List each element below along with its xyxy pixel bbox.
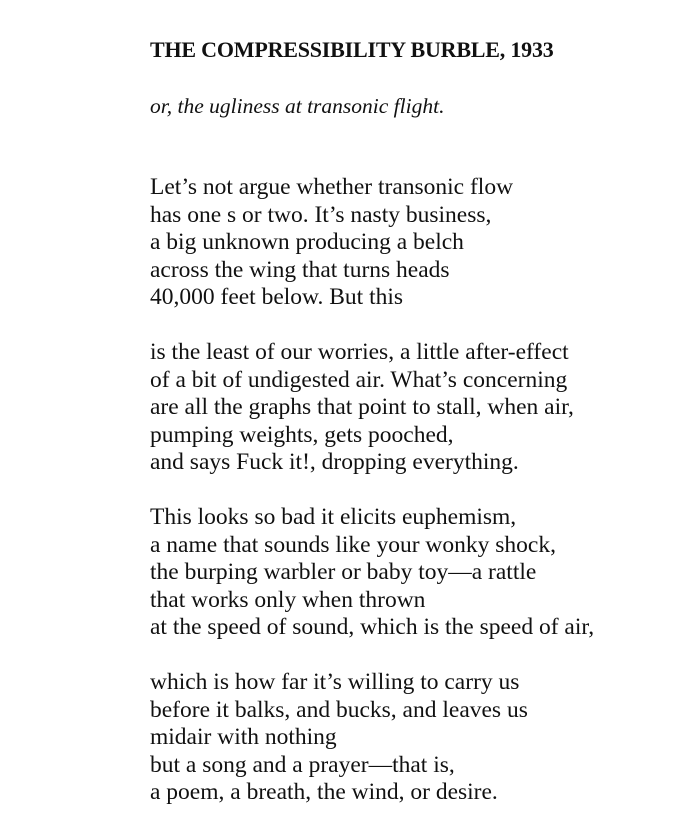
poem-line: before it balks, and bucks, and leaves us — [150, 696, 528, 723]
poem-line: are all the graphs that point to stall, when air, — [150, 394, 574, 420]
poem-line: and says Fuck it!, dropping everything. — [150, 449, 519, 475]
poem-line: a big unknown producing a belch — [150, 229, 464, 255]
poem-line: of a bit of undigested air. What’s concerning — [150, 366, 568, 393]
poem-line: pumping weights, gets pooched, — [150, 421, 454, 448]
poem-line: is the least of our worries, a little after-effect — [150, 339, 569, 365]
poem-body — [150, 174, 594, 834]
poem-line: which is how far it’s willing to carry us — [150, 669, 520, 695]
stanza-4 — [150, 669, 594, 807]
poem-subtitle: or, the ugliness at transonic flight. — [150, 94, 445, 118]
poem-line: across the wing that turns heads — [150, 256, 450, 283]
poem-line: has one s or two. It’s nasty business, — [150, 201, 492, 228]
poem-line: but a song and a prayer—that is, — [150, 751, 455, 778]
stanza-3 — [150, 504, 594, 642]
poem-line: midair with nothing — [150, 724, 337, 750]
poem-line: a name that sounds like your wonky shock, — [150, 531, 556, 558]
poem-line: Let’s not argue whether transonic flow — [150, 174, 514, 200]
poem-line: that works only when thrown — [150, 586, 426, 613]
poem-line: at the speed of sound, which is the speed of air, — [150, 614, 595, 640]
poem-title: THE COMPRESSIBILITY BURBLE, 1933 — [150, 37, 554, 62]
stanza-2 — [150, 339, 594, 477]
poem-line: the burping warbler or baby toy—a rattle — [150, 559, 537, 585]
stanza-1 — [150, 174, 594, 312]
poem-line: This looks so bad it elicits euphemism, — [150, 504, 517, 530]
poem-line: 40,000 feet below. But this — [150, 284, 404, 310]
poem-line: a poem, a breath, the wind, or desire. — [150, 779, 498, 805]
